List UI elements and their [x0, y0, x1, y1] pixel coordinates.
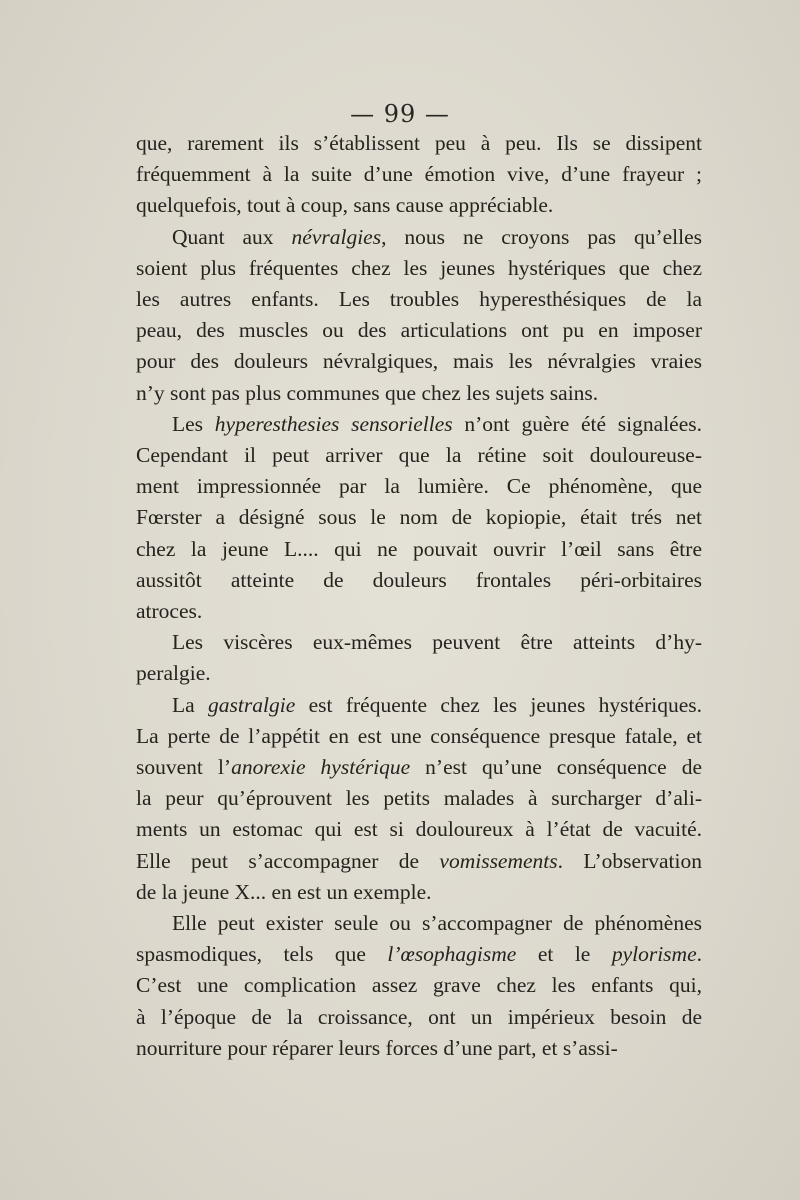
text-segment: La perte de l’appétit en est une conséquence presque fatale, et	[136, 723, 702, 748]
text-segment: , nous ne croyons pas qu’elles	[381, 224, 702, 249]
text-line	[136, 970, 702, 1001]
paragraph	[136, 627, 702, 689]
text-segment: n’ont guère été signalées.	[452, 411, 702, 436]
text-segment: peau, des muscles ou des articulations ont pu en imposer	[136, 318, 702, 343]
text-segment: nourriture pour réparer leurs forces d’une part, et s’assi-	[136, 1035, 618, 1060]
text-line	[136, 721, 702, 752]
text-line	[136, 627, 702, 658]
text-segment: . L’observation	[557, 848, 702, 873]
italic-term: vomissements	[439, 848, 558, 873]
text-segment: quelquefois, tout à coup, sans cause appréciable.	[136, 193, 554, 218]
text-line	[136, 690, 702, 721]
text-line	[136, 253, 702, 284]
text-line	[136, 1002, 702, 1033]
text-line	[136, 752, 702, 783]
italic-term: pylorisme	[611, 942, 697, 967]
text-line	[136, 658, 702, 689]
text-segment: n’est qu’une conséquence de	[410, 755, 702, 780]
text-line	[136, 1033, 702, 1064]
text-segment: que, rarement ils s’établissent peu à peu. Ils se dissipent	[136, 131, 702, 155]
text-line	[136, 222, 702, 253]
text-line	[136, 783, 702, 814]
text-segment: est fréquente chez les jeunes hystériques.	[295, 692, 702, 717]
text-segment: La	[172, 692, 209, 717]
text-segment: Elle peut s’accompagner de	[136, 848, 440, 873]
text-line	[136, 284, 702, 315]
text-line	[136, 565, 702, 596]
text-segment: ments un estomac qui est si douloureux à l’état de vacuité.	[136, 817, 702, 842]
text-line	[136, 502, 702, 533]
text-segment: atroces.	[136, 599, 203, 624]
text-line	[136, 128, 702, 159]
italic-term: hyperesthesies sensorielles	[214, 411, 453, 436]
text-segment: la peur qu’éprouvent les petits malades à surcharger d’ali-	[136, 786, 702, 811]
text-segment: soient plus fréquentes chez les jeunes hystériques que chez	[136, 255, 702, 280]
text-line	[136, 877, 702, 908]
text-segment: spasmodiques, tels que	[136, 942, 388, 967]
text-segment: peralgie.	[136, 661, 211, 686]
italic-term: gastralgie	[208, 692, 296, 717]
text-segment: à l’époque de la croissance, ont un impérieux besoin de	[136, 1004, 702, 1029]
text-line	[136, 315, 702, 346]
text-line	[136, 814, 702, 845]
text-line	[136, 596, 702, 627]
text-segment: fréquemment à la suite d’une émotion vive, d’une frayeur ;	[136, 162, 702, 187]
text-segment: Fœrster a désigné sous le nom de kopiopie, était trés net	[136, 505, 702, 530]
paragraph	[136, 128, 702, 222]
text-segment: ment impressionnée par la lumière. Ce phénomène, que	[136, 474, 702, 499]
text-segment: Les viscères eux-mêmes peuvent être atteints d’hy-	[172, 630, 702, 655]
text-segment: Elle peut exister seule ou s’accompagner de phénomènes	[172, 911, 702, 936]
paragraph	[136, 908, 702, 1064]
text-segment: aussitôt atteinte de douleurs frontales péri-orbitaires	[136, 567, 702, 592]
text-line	[136, 159, 702, 190]
paragraph	[136, 222, 702, 409]
paragraph	[136, 409, 702, 627]
italic-term: l’œsophagisme	[387, 942, 517, 967]
text-segment: chez la jeune L.... qui ne pouvait ouvrir l’œil sans être	[136, 536, 702, 561]
text-line	[136, 471, 702, 502]
italic-term: névralgies	[291, 224, 382, 249]
text-line	[136, 939, 702, 970]
text-segment: .	[696, 942, 702, 967]
paragraph	[136, 690, 702, 908]
text-segment: C’est une complication assez grave chez les enfants qui,	[136, 973, 702, 998]
text-line	[136, 409, 702, 440]
page-number: — 99 —	[350, 100, 450, 128]
text-line	[136, 440, 702, 471]
text-line	[136, 378, 702, 409]
body-text	[136, 128, 702, 1064]
text-line	[136, 346, 702, 377]
text-segment: n’y sont pas plus communes que chez les sujets sains.	[136, 380, 599, 405]
text-segment: de la jeune X... en est un exemple.	[136, 879, 432, 904]
text-segment: souvent l’	[136, 755, 232, 780]
text-line	[136, 846, 702, 877]
text-segment: Cependant il peut arriver que la rétine soit douloureuse-	[136, 443, 702, 468]
text-segment: les autres enfants. Les troubles hyperesthésiques de la	[136, 287, 702, 312]
text-line	[136, 190, 702, 221]
text-line	[136, 908, 702, 939]
italic-term: anorexie hystérique	[231, 755, 411, 780]
text-segment: Quant aux	[172, 224, 292, 249]
text-segment: pour des douleurs névralgiques, mais les névralgies vraies	[136, 349, 702, 374]
text-segment: Les	[172, 411, 215, 436]
text-segment: et le	[516, 942, 612, 967]
text-line	[136, 534, 702, 565]
